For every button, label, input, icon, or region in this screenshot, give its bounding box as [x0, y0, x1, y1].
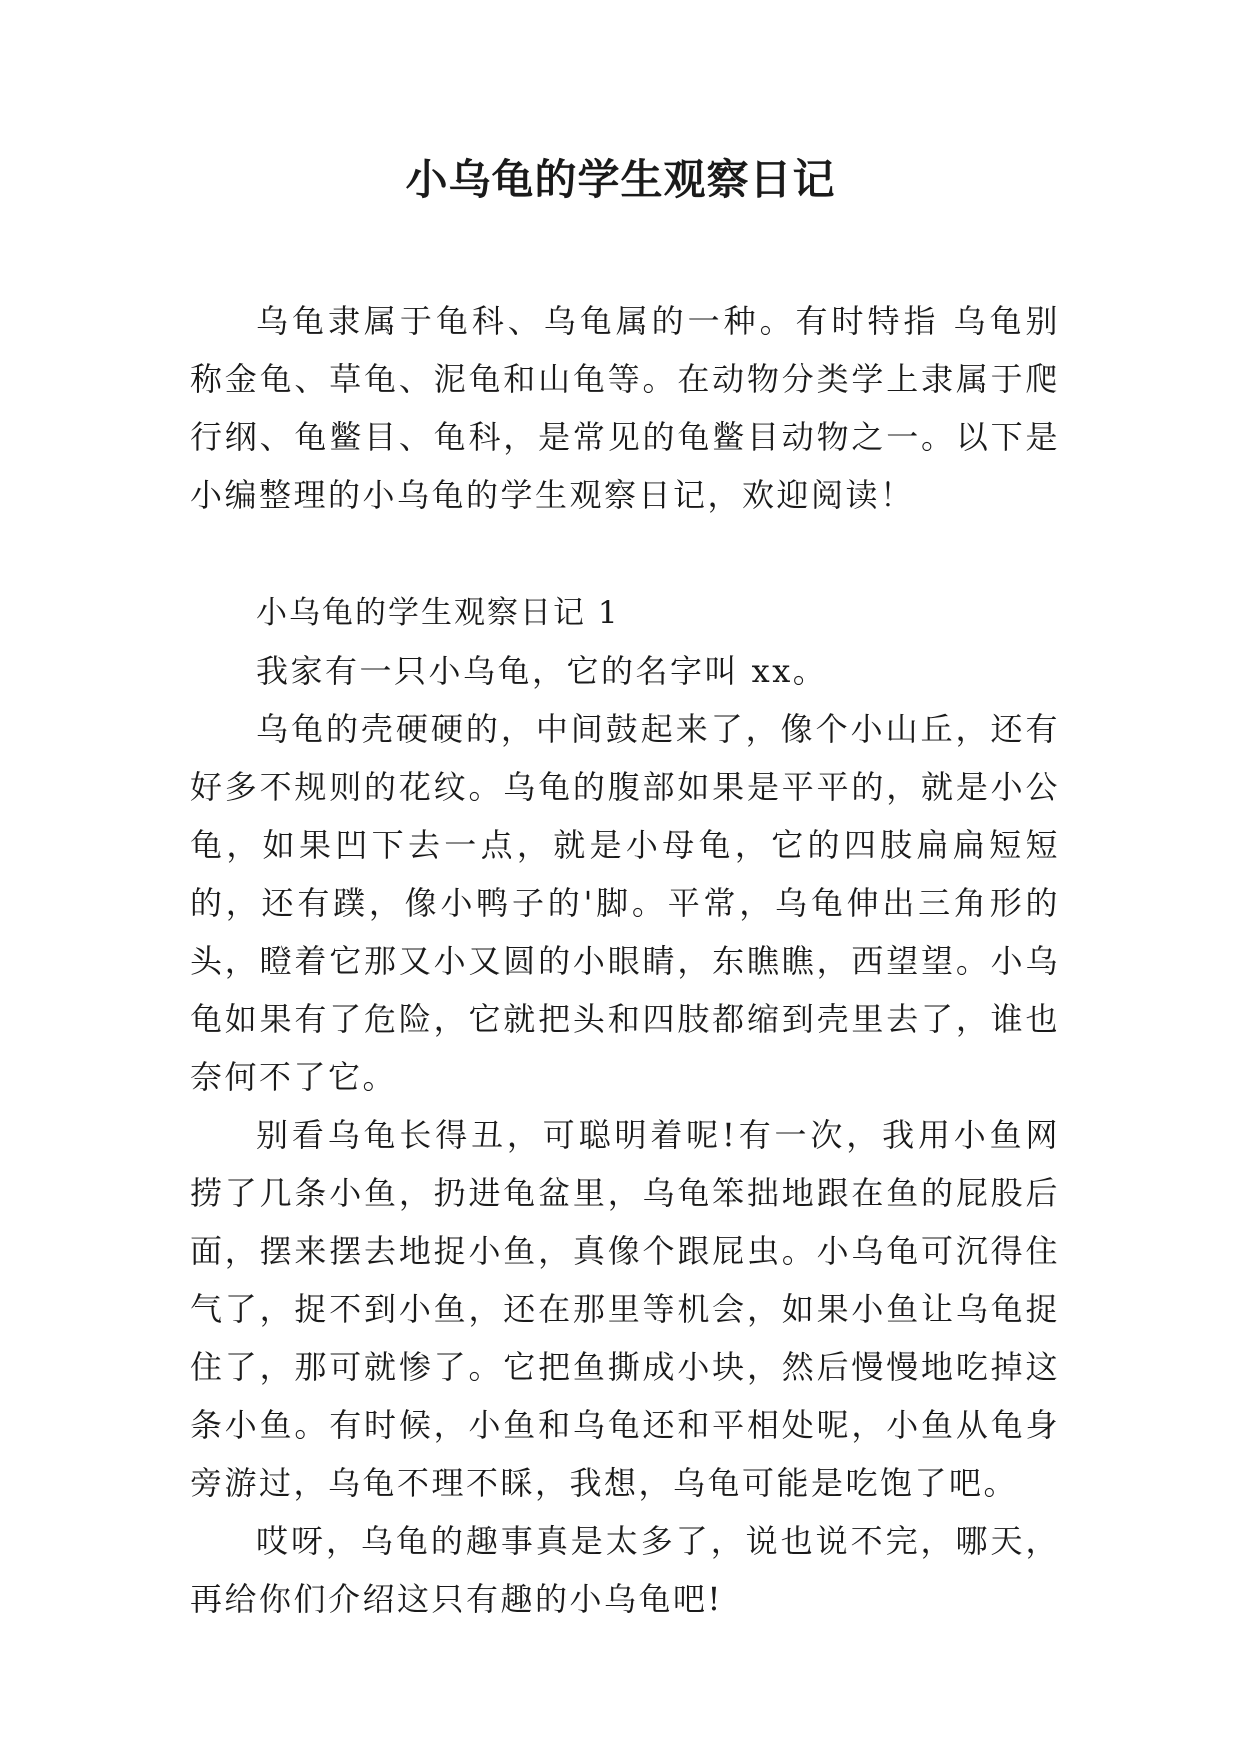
body-paragraph-2: 乌龟的壳硬硬的，中间鼓起来了，像个小山丘，还有好多不规则的花纹。乌龟的腹部如果是平平的，就是小公龟，如果凹下去一点，就是小母龟，它的四肢扁扁短短的，还有蹼，像小鸭子的'脚。平常，乌龟伸出三角形的头，瞪着它那又小又圆的小眼睛，东瞧瞧，西望望。小乌龟如果有了危险，它就把头和四肢都缩到壳里去了，谁也奈何不了它。 — [190, 710, 1060, 1096]
body-paragraph-3: 别看乌龟长得丑，可聪明着呢!有一次，我用小鱼网捞了几条小鱼，扔进龟盆里，乌龟笨拙地跟在鱼的屁股后面，摆来摆去地捉小鱼，真像个跟屁虫。小乌龟可沉得住气了，捉不到小鱼，还在那里等机会，如果小鱼让乌龟捉住了，那可就惨了。它把鱼撕成小块，然后慢慢地吃掉这条小鱼。有时候，小鱼和乌龟还和平相处呢，小鱼从龟身旁游过，乌龟不理不睬，我想，乌龟可能是吃饱了吧。 — [190, 1116, 1060, 1502]
document-title: 小乌龟的学生观察日记 — [405, 155, 836, 204]
body-paragraph-1: 我家有一只小乌龟，它的名字叫 xx。 — [256, 652, 828, 690]
intro-paragraph: 乌龟隶属于龟科、乌龟属的一种。有时特指 乌龟别称金龟、草龟、泥龟和山龟等。在动物分类学上隶属于爬行纲、龟鳖目、龟科，是常见的龟鳖目动物之一。以下是小编整理的小乌龟的学生观察日记，欢迎阅读！ — [190, 302, 1060, 514]
document-body — [190, 292, 1060, 1628]
body-paragraph-4: 哎呀，乌龟的趣事真是太多了，说也说不完，哪天，再给你们介绍这只有趣的小乌龟吧! — [190, 1522, 1060, 1618]
section-heading: 小乌龟的学生观察日记 1 — [256, 595, 620, 631]
